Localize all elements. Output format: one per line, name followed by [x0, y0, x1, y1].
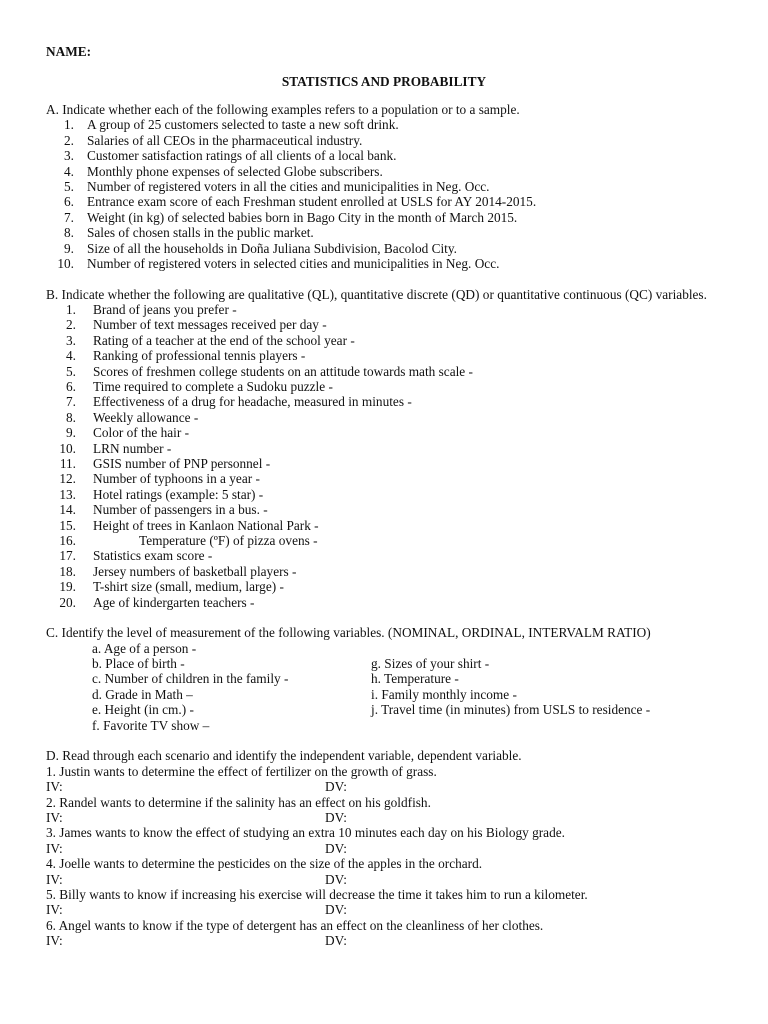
- item-text: Size of all the households in Doña Juliana Subdivision, Bacolod City.: [87, 240, 457, 256]
- item-text: Customer satisfaction ratings of all clients of a local bank.: [87, 148, 397, 164]
- item-text: Weekly allowance -: [93, 409, 199, 425]
- item-text: Jersey numbers of basketball players -: [93, 563, 297, 579]
- item-left: b. Place of birth -: [92, 656, 185, 672]
- list-item: [46, 441, 726, 456]
- item-number: 7.: [66, 394, 76, 410]
- worksheet-page: [46, 42, 726, 949]
- item-text: Number of text messages received per day -: [93, 317, 327, 333]
- list-item: [46, 718, 726, 733]
- item-number: 6.: [66, 379, 76, 395]
- item-text: Number of passengers in a bus. -: [93, 502, 268, 518]
- item-text: Number of typhoons in a year -: [93, 471, 260, 487]
- item-number: 5.: [64, 178, 74, 194]
- item-number: 8.: [66, 409, 76, 425]
- list-item: [46, 302, 726, 317]
- item-number: 6.: [64, 194, 74, 210]
- list-item: [46, 225, 726, 240]
- answer-row: [46, 810, 726, 825]
- section-b-heading: B. Indicate whether the following are qualitative (QL), quantitative discrete (QD) or quantitative continuous (QC) variables.: [46, 286, 707, 302]
- list-item: [46, 410, 726, 425]
- list-item: [46, 333, 726, 348]
- item-text: Scores of freshmen college students on an attitude towards math scale -: [93, 363, 473, 379]
- item-number: 13.: [59, 486, 76, 502]
- item-number: 7.: [64, 209, 74, 225]
- list-item: [46, 687, 726, 702]
- list-item: [46, 210, 726, 225]
- item-number: 18.: [59, 563, 76, 579]
- item-text: A group of 25 customers selected to taste a new soft drink.: [87, 117, 399, 133]
- section-b-list: [46, 302, 726, 610]
- dv-label: DV:: [325, 809, 347, 825]
- item-text: LRN number -: [93, 440, 172, 456]
- list-item: [46, 364, 726, 379]
- item-text: Height of trees in Kanlaon National Park -: [93, 517, 319, 533]
- item-number: 10.: [59, 440, 76, 456]
- item-left: e. Height (in cm.) -: [92, 702, 194, 718]
- list-item: [46, 379, 726, 394]
- list-item: [46, 317, 726, 332]
- item-number: 17.: [59, 548, 76, 564]
- list-item: [46, 179, 726, 194]
- list-item: [46, 256, 726, 271]
- dv-label: DV:: [325, 902, 347, 918]
- list-item: [46, 656, 726, 671]
- list-item: [46, 579, 726, 594]
- item-number: 10.: [57, 255, 74, 271]
- item-text: Age of kindergarten teachers -: [93, 594, 255, 610]
- item-text: Effectiveness of a drug for headache, measured in minutes -: [93, 394, 412, 410]
- item-number: 16.: [59, 532, 76, 548]
- answer-row: [46, 933, 726, 948]
- item-number: 9.: [66, 425, 76, 441]
- dv-label: DV:: [325, 779, 347, 795]
- list-item: [46, 164, 726, 179]
- item-left: f. Favorite TV show –: [92, 717, 210, 733]
- item-number: 3.: [66, 332, 76, 348]
- item-right: g. Sizes of your shirt -: [371, 656, 490, 672]
- item-text: Time required to complete a Sudoku puzzle -: [93, 379, 333, 395]
- item-right: h. Temperature -: [371, 671, 459, 687]
- item-text: T-shirt size (small, medium, large) -: [93, 579, 284, 595]
- item-number: 11.: [59, 456, 76, 471]
- section-d-heading: D. Read through each scenario and identify the independent variable, dependent variable.: [46, 748, 522, 764]
- item-right: j. Travel time (in minutes) from USLS to residence -: [371, 702, 651, 718]
- item-number: 2.: [66, 317, 76, 333]
- item-text: Color of the hair -: [93, 425, 190, 441]
- answer-row: [46, 779, 726, 794]
- item-left: c. Number of children in the family -: [92, 671, 289, 687]
- list-item: [46, 533, 726, 548]
- item-text: Entrance exam score of each Freshman student enrolled at USLS for AY 2014-2015.: [87, 194, 537, 210]
- item-text: Monthly phone expenses of selected Globe subscribers.: [87, 163, 383, 179]
- list-item: [46, 471, 726, 486]
- section-c-heading: C. Identify the level of measurement of the following variables. (NOMINAL, ORDINAL, INTERVALM RATIO): [46, 625, 651, 641]
- item-number: 14.: [59, 502, 76, 518]
- list-item: [46, 548, 726, 563]
- item-number: 15.: [59, 517, 76, 533]
- list-item: [46, 348, 726, 363]
- list-item: [46, 564, 726, 579]
- list-item: [46, 518, 726, 533]
- iv-label: IV:: [46, 871, 63, 887]
- item-number: 1.: [66, 302, 76, 318]
- list-item: [46, 117, 726, 132]
- item-right: i. Family monthly income -: [371, 686, 517, 702]
- dv-label: DV:: [325, 871, 347, 887]
- item-text: Statistics exam score -: [93, 548, 213, 564]
- scenario-text: 2. Randel wants to determine if the salinity has an effect on his goldfish.: [46, 794, 431, 810]
- item-text: Hotel ratings (example: 5 star) -: [93, 486, 264, 502]
- scenario-text: 1. Justin wants to determine the effect of fertilizer on the growth of grass.: [46, 763, 437, 779]
- item-text: Weight (in kg) of selected babies born in Bago City in the month of March 2015.: [87, 209, 518, 225]
- scenario-text: 4. Joelle wants to determine the pesticides on the size of the apples in the orchard.: [46, 856, 483, 872]
- item-number: 20.: [59, 594, 76, 610]
- iv-label: IV:: [46, 902, 63, 918]
- list-item: [46, 194, 726, 209]
- item-number: 8.: [64, 225, 74, 241]
- list-item: [46, 241, 726, 256]
- item-number: 3.: [64, 148, 74, 164]
- item-left: d. Grade in Math –: [92, 686, 193, 702]
- dv-label: DV:: [325, 840, 347, 856]
- section-a-list: [46, 117, 726, 271]
- list-item: [46, 502, 726, 517]
- scenario-text: 5. Billy wants to know if increasing his exercise will decrease the time it takes him to run a kilometer.: [46, 886, 588, 902]
- item-number: 4.: [64, 163, 74, 179]
- item-text: Salaries of all CEOs in the pharmaceutical industry.: [87, 132, 363, 148]
- item-left: a. Age of a person -: [92, 640, 197, 656]
- item-number: 12.: [59, 471, 76, 487]
- section-c-grid: [46, 641, 726, 733]
- iv-label: IV:: [46, 840, 63, 856]
- dv-label: DV:: [325, 933, 347, 949]
- list-item: [46, 148, 726, 163]
- scenario-text: 6. Angel wants to know if the type of detergent has an effect on the cleanliness of her clothes.: [46, 917, 544, 933]
- item-number: 4.: [66, 348, 76, 364]
- list-item: [46, 641, 726, 656]
- item-number: 19.: [59, 579, 76, 595]
- item-number: 5.: [66, 363, 76, 379]
- item-text: Rating of a teacher at the end of the school year -: [93, 332, 355, 348]
- list-item: [46, 595, 726, 610]
- iv-label: IV:: [46, 933, 63, 949]
- list-item: [46, 671, 726, 686]
- list-item: [46, 702, 726, 717]
- item-text: Ranking of professional tennis players -: [93, 348, 306, 364]
- item-text: Temperature (ºF) of pizza ovens -: [139, 532, 318, 548]
- answer-row: [46, 902, 726, 917]
- item-text: Number of registered voters in all the cities and municipalities in Neg. Occ.: [87, 178, 490, 194]
- worksheet-title: STATISTICS AND PROBABILITY: [281, 74, 487, 89]
- item-number: 2.: [64, 132, 74, 148]
- item-number: 9.: [64, 240, 74, 256]
- list-item: [46, 425, 726, 440]
- item-text: Sales of chosen stalls in the public market.: [87, 225, 314, 241]
- answer-row: [46, 841, 726, 856]
- list-item: [46, 133, 726, 148]
- item-number: 1.: [64, 117, 74, 133]
- name-label: NAME:: [46, 44, 92, 59]
- item-text: GSIS number of PNP personnel -: [93, 456, 271, 471]
- section-a-heading: A. Indicate whether each of the following examples refers to a population or to a sample.: [46, 102, 520, 117]
- iv-label: IV:: [46, 809, 63, 825]
- item-text: Brand of jeans you prefer -: [93, 302, 237, 318]
- item-text: Number of registered voters in selected cities and municipalities in Neg. Occ.: [87, 255, 500, 271]
- iv-label: IV:: [46, 779, 63, 795]
- list-item: [46, 456, 726, 471]
- list-item: [46, 487, 726, 502]
- answer-row: [46, 872, 726, 887]
- scenario-text: 3. James wants to know the effect of studying an extra 10 minutes each day on his Biology grade.: [46, 825, 565, 841]
- list-item: [46, 394, 726, 409]
